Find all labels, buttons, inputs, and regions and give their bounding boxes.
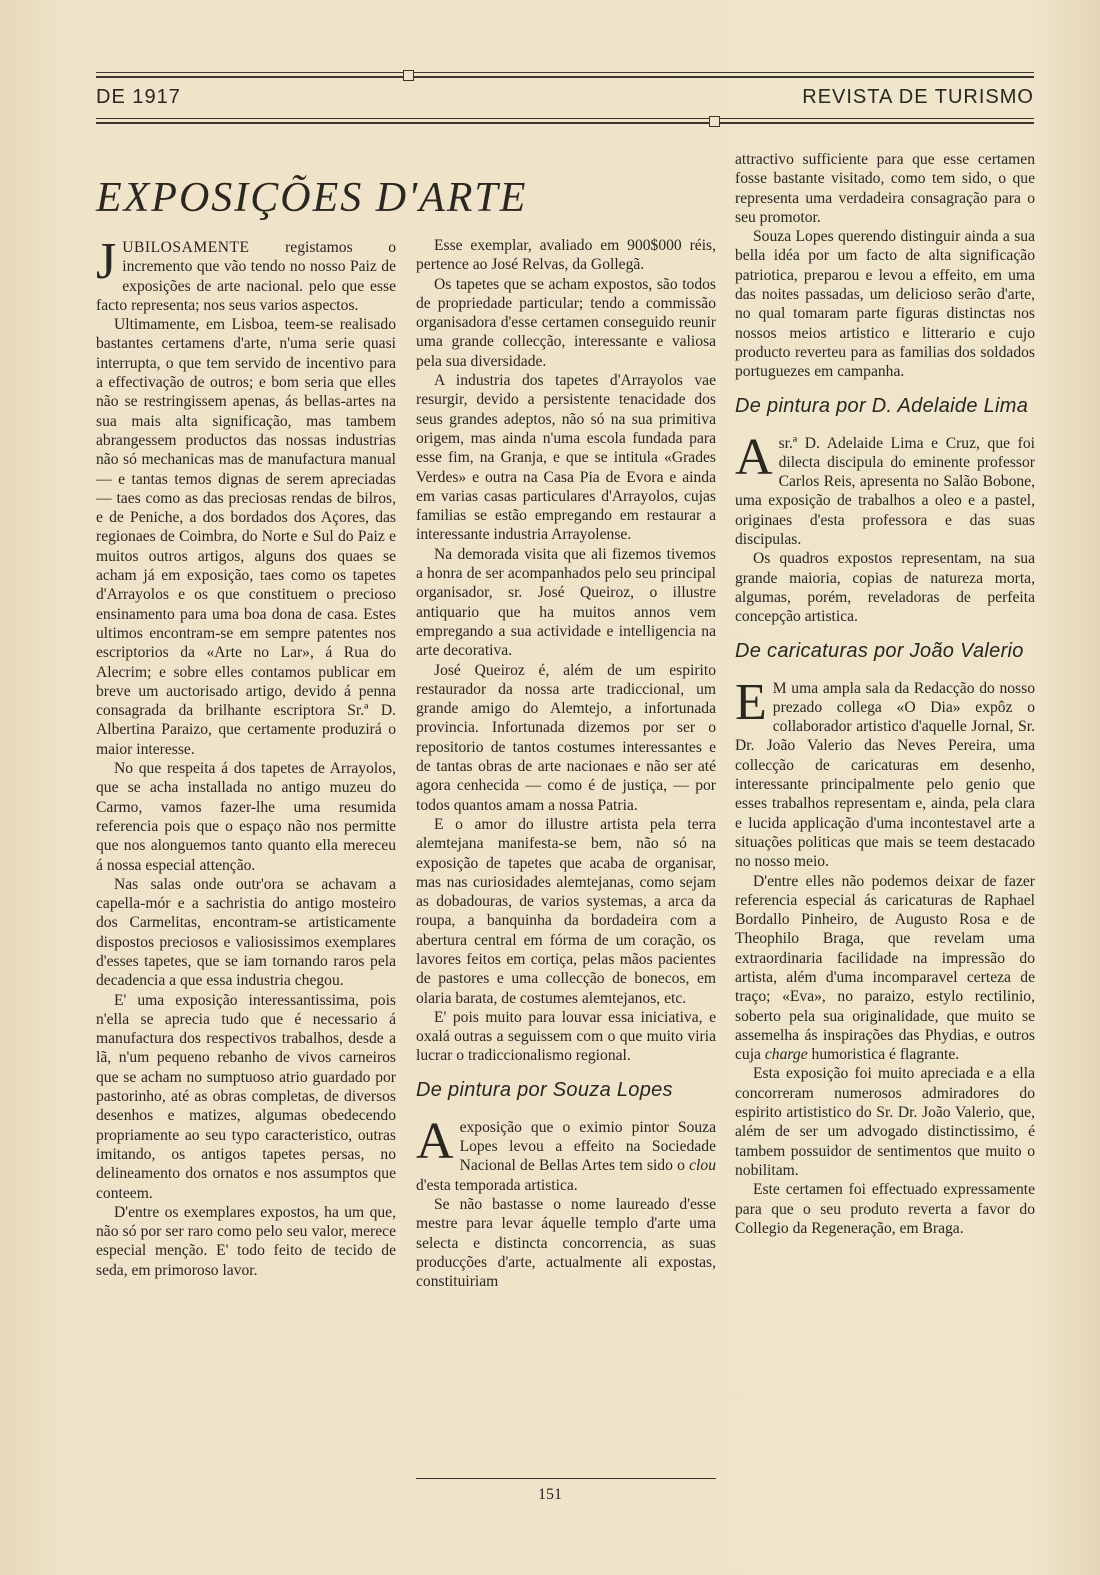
top-rule <box>96 72 1034 80</box>
column-1 <box>96 233 396 1280</box>
paragraph: Os quadros expostos representam, na sua grande maioria, copias de natureza morta, algumas, porém, reveladoras de perfeita concepção artistica. <box>735 550 1035 626</box>
paragraph: Se não bastasse o nome laureado d'esse mestre para levar áquelle templo d'arte uma selecta e distincta concorrencia, as suas producções d'arte, actualmente ali expostas, constituiriam <box>416 1195 716 1291</box>
paragraph: D'entre os exemplares expostos, ha um que, não só por ser raro como pelo seu valor, merece especial menção. E' todo feito de tecido de seda, em primoroso lavor. <box>96 1203 396 1279</box>
paragraph: José Queiroz é, além de um espirito restaurador da nossa arte tradiccional, um grande amigo do Alemtejo, a infortunada provincia. Infortunada dizemos por ser o repositorio de tantos costumes interessantes e de tantas obras de arte nacionaes e não ser até agora cenhecida — como é de justiça, — por todos quantos amam a nossa Patria. <box>416 661 716 814</box>
drop-cap: E <box>735 673 767 731</box>
paragraph: Aexposição que o eximio pintor Souza Lopes levou a effeito na Sociedade Nacional de Bellas Artes tem sido o clou d'esta temporada artistica. <box>416 1112 716 1194</box>
paragraph: Na demorada visita que ali fizemos tivemos a honra de ser acompanhados pelo seu principal organisador, sr. José Queiroz, o illustre antiquario que ha muitos annos vem empregando a sua actividade e intelligencia na arte decorativa. <box>416 545 716 660</box>
paragraph: Ultimamente, em Lisboa, teem-se realisado bastantes certamens d'arte, n'uma serie quasi interrupta, o que tem servido de incentivo para a effectivação de outros; e bom seria que elles não se restringissem apenas, ás bellas-artes na sua mais alta significação, mas tambem abrangessem productos das nossas industrias não só mechanicas mas de manufactura manual — e tantas temos dignas de serem apreciadas — taes como as das preciosas rendas de bilros, e de Peniche, a dos bordados dos Açores, das regionaes de Coimbra, do Norte e Sul do Paiz e muitos outros artigos, alguns dos quaes se acham já em exposição, taes como os tapetes d'Arrayolos e os que constituem o precioso ensinamento para uma boa dona de casa. Estes ultimos encontram-se em sempre patentes nos escriptorios da «Arte no Lar», á Rua do Alecrim; e sobre elles contamos publicar em breve um auctorisado artigo, devido á penna consagrada da brilhante escriptora Sr.ª D. Albertina Paraizo, que certamente produzirá o maior interesse. <box>96 316 396 758</box>
paragraph: No que respeita á dos tapetes de Arrayolos, que se acha installada no antigo muzeu do Carmo, vamos fazer-lhe uma resumida referencia pois que o espaço não nos permitte que nos alonguemos tanto quanto ella mereceu á nossa especial attenção. <box>96 760 396 874</box>
paragraph: Nas salas onde outr'ora se achavam a capella-mór e a sachristia do antigo mosteiro dos Carmelitas, encontram-se artisticamente dispostos preciosos e valiosissimos exemplares d'esses tapetes, que se iam tornando raros pela decadencia a que essa industria chegou. <box>96 875 396 990</box>
drop-cap: J <box>96 233 117 290</box>
footer-rule <box>416 1478 716 1479</box>
paragraph: attractivo sufficiente para que esse certamen fosse bastante visitado, como tem sido, o que representa uma verdadeira consagração para o seu promotor. <box>735 151 1035 226</box>
section-heading: De pintura por Souza Lopes <box>416 1078 673 1101</box>
paragraph: E o amor do illustre artista pela terra alemtejana manifesta-se bem, não só na exposição de tapetes que acaba de organisar, mas nas curiosidades alemtejanas, como sejam as dobadouras, de varios systemas, a arca da roupa, a banquinha da bordadeira com a abertura central em fórma de um coração, os lavores feitos em cortiça, pelas mãos pacientes de pastores e uma collecção de bonecos, em olaria barata, de costumes alemtejanos, etc. <box>416 815 716 1007</box>
paragraph: E' uma exposição interessantissima, pois n'ella se aprecia tudo que é necessario á manufactura dos respectivos trabalhos, desde a lã, n'um pequeno rebanho de vivos carneiros que se acham no sumptuoso atrio guardado por pastorinho, até as obras completas, de diversos desenhos e matizes, algumas obedecendo propriamente ao seu typo caracteristico, outras imitando, os antigos tapetes persas, no delineamento dos ornatos e nos assumptos que conteem. <box>96 991 396 1202</box>
intro-paragraph <box>96 233 396 315</box>
paragraph: Esta exposição foi muito apreciada e a ella concorreram numerosos admiradores do espirito artististico do Sr. Dr. João Valerio, que, além de ser um advogado distinctissimo, é tambem possuidor de sentimentos que muito o nobilitam. <box>735 1065 1035 1179</box>
rule-ornament <box>403 70 414 81</box>
drop-cap: A <box>416 1112 454 1170</box>
column-3 <box>735 150 1035 1238</box>
paragraph: E M uma ampla sala da Redacção do nosso prezado collega «O Dia» expôz o collaborador artistico d'aquelle Jornal, Sr. Dr. João Valerio das Neves Pereira, uma collecção de caricaturas em desenho, interessante principalmente pelo genio que esses trabalhos representam e, ainda, pela clara e lucida applicação d'uma incontestavel arte a situações politicas que mais se teem destacado no nosso meio. <box>735 673 1035 871</box>
paragraph: Os tapetes que se acham expostos, são todos de propriedade particular; tendo a commissão organisadora d'esse certamen conseguido reunir uma grande collecção, interessante e valiosa pela sua diversidade. <box>416 275 716 370</box>
paragraph: A industria dos tapetes d'Arrayolos vae resurgir, devido a persistente tenacidade dos seus grandes adeptos, não só na sua primitiva origem, mas ainda n'uma escola fundada para esse fim, na Granja, e que se intitula «Grades Verdes» e outra na Casa Pia de Evora e ainda em varias casas particulares d'Arrayolos, cujas familias se estão empregando em restaurar a interessante industria Arrayolense. <box>416 372 716 544</box>
article-title: EXPOSIÇÕES D'ARTE <box>96 175 528 222</box>
paragraph: Souza Lopes querendo distinguir ainda a sua bella idéa por um facto de alta significação patriotica, preparou e levou a effeito, em uma das noites passadas, um delicioso serão d'arte, no qual tomaram parte figuras distinctas nos nossos meios artistico e litterario e cujo producto reverteu para as familias dos soldados portuguezes em campanha. <box>735 228 1035 381</box>
page-header <box>96 86 1034 114</box>
header-date: DE 1917 <box>96 86 181 108</box>
paragraph: E' pois muito para louvar essa iniciativa, e oxalá outras a seguissem com o que muito viria lucrar o tradiccionalismo regional. <box>416 1008 716 1065</box>
paragraph: Este certamen foi effectuado expressamente para que o seu produto reverta a favor do Collegio da Regeneração, em Braga. <box>735 1181 1035 1237</box>
intro-text: registamos o incremento que vão tendo no nosso Paiz de exposições de arte nacional. pelo que esse facto representa; nos seus varios aspectos. <box>96 239 396 314</box>
column-2 <box>416 236 716 1291</box>
section-heading: De pintura por D. Adelaide Lima <box>735 394 1029 417</box>
paragraph: Asr.ª D. Adelaide Lima e Cruz, que foi dilecta discipula do eminente professor Carlos Reis, apresenta no Salão Bobone, uma exposição de trabalhos a oleo e a pastel, originaes d'esta professora e das suas discipulas. <box>735 428 1035 549</box>
paragraph: Esse exemplar, avaliado em 900$000 réis, pertence ao José Relvas, da Gollegã. <box>416 237 716 274</box>
intro-smallcaps: UBILOSAMENTE <box>122 239 250 256</box>
page-number: 151 <box>538 1486 562 1503</box>
header-rule <box>96 118 1034 126</box>
section-heading: De caricaturas por João Valerio <box>735 639 1024 662</box>
header-publication: REVISTA DE TURISMO <box>802 86 1034 108</box>
drop-cap: A <box>735 428 773 486</box>
paragraph: D'entre elles não podemos deixar de fazer referencia especial ás caricaturas de Raphael Bordallo Pinheiro, de Augusto Rosa e de Theophilo Braga, que revelam uma extraordinaria facilidade na impressão do artista, além d'uma incomparavel certeza de traço; «Eva», no paraizo, estylo rectilinio, soberto pela sua originalidade, que muito se assemelha ás inspirações das Phydias, e outros cuja charge humoristica é flagrante. <box>735 872 1035 1064</box>
rule-ornament <box>709 116 720 127</box>
